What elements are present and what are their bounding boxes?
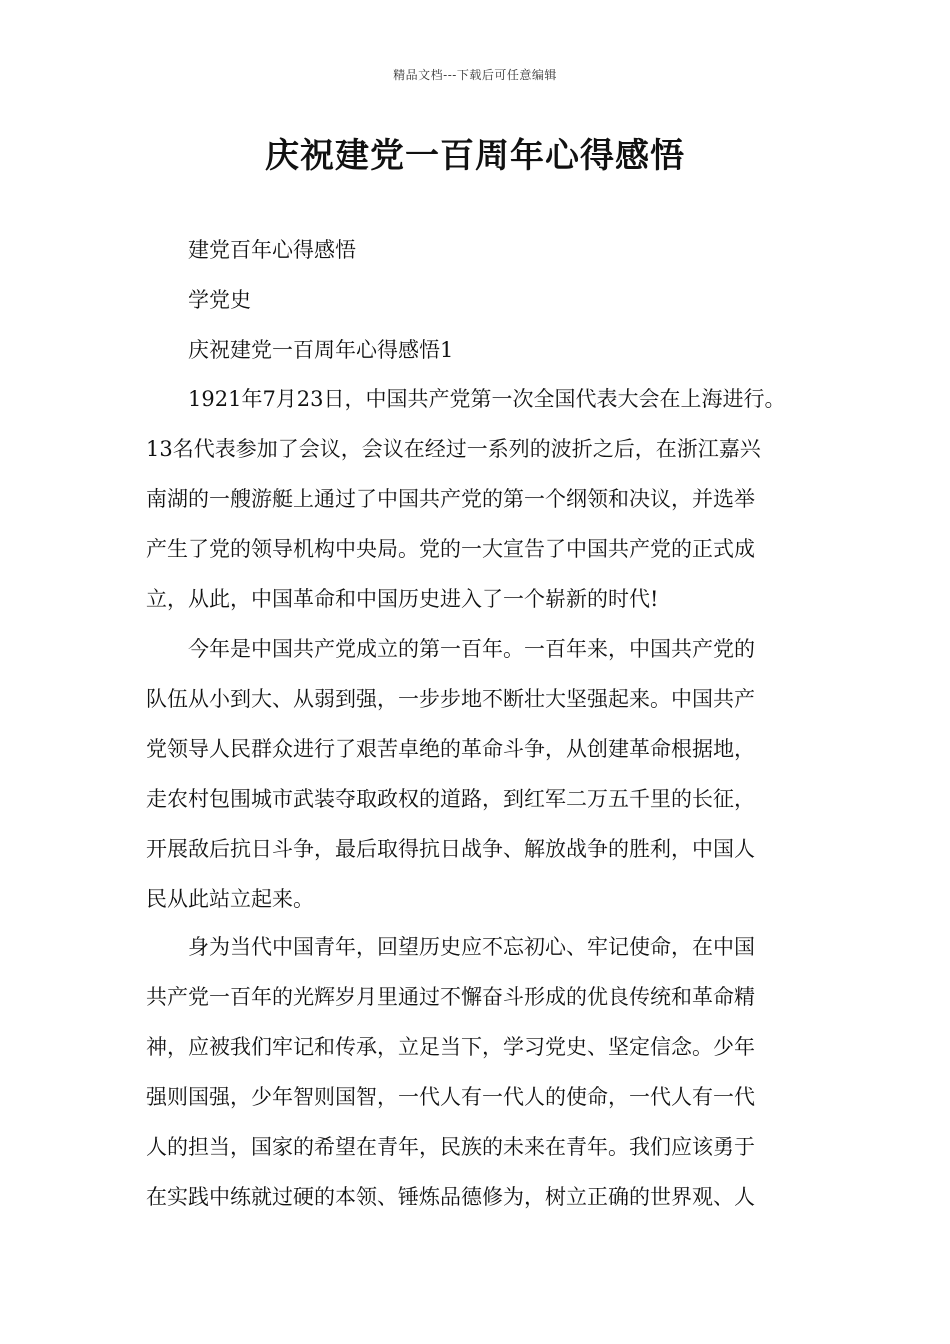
paragraph-line: 队伍从小到大、从弱到强，一步步地不断壮大坚强起来。中国共产 (146, 687, 755, 711)
paragraph-line: 民从此站立起来。 (146, 887, 314, 911)
paragraph-line: 在实践中练就过硬的本领、锤炼品德修为，树立正确的世界观、人 (146, 1185, 755, 1209)
paragraph-line: 立，从此，中国革命和中国历史进入了一个崭新的时代! (146, 587, 659, 611)
paragraph-line: 今年是中国共产党成立的第一百年。一百年来，中国共产党的 (188, 637, 755, 661)
heading-line: 学党史 (188, 288, 251, 312)
paragraph-line: 走农村包围城市武装夺取政权的道路，到红军二万五千里的长征， (146, 787, 755, 811)
paragraph-line: 强则国强，少年智则国智，一代人有一代人的使命，一代人有一代 (146, 1085, 755, 1109)
paragraph-line: 共产党一百年的光辉岁月里通过不懈奋斗形成的优良传统和革命精 (146, 985, 755, 1009)
heading-line: 庆祝建党一百周年心得感悟1 (188, 338, 454, 362)
paragraph-line: 人的担当，国家的希望在青年，民族的未来在青年。我们应该勇于 (146, 1135, 755, 1159)
paragraph-line: 党领导人民群众进行了艰苦卓绝的革命斗争，从创建革命根据地， (146, 737, 755, 761)
heading-line: 建党百年心得感悟 (188, 238, 356, 262)
page-header: 精品文档---下载后可任意编辑 (393, 68, 557, 82)
paragraph-line: 开展敌后抗日斗争，最后取得抗日战争、解放战争的胜利，中国人 (146, 837, 755, 861)
paragraph-line: 13名代表参加了会议，会议在经过一系列的波折之后，在浙江嘉兴 (146, 437, 761, 461)
document-title: 庆祝建党一百周年心得感悟 (265, 136, 685, 176)
paragraph-line: 神，应被我们牢记和传承，立足当下，学习党史、坚定信念。少年 (146, 1035, 755, 1059)
paragraph-line: 身为当代中国青年，回望历史应不忘初心、牢记使命，在中国 (188, 935, 755, 959)
paragraph-line: 产生了党的领导机构中央局。党的一大宣告了中国共产党的正式成 (146, 537, 755, 561)
paragraph-line: 1921年7月23日，中国共产党第一次全国代表大会在上海进行。 (188, 387, 786, 411)
paragraph-line: 南湖的一艘游艇上通过了中国共产党的第一个纲领和决议，并选举 (146, 487, 755, 511)
